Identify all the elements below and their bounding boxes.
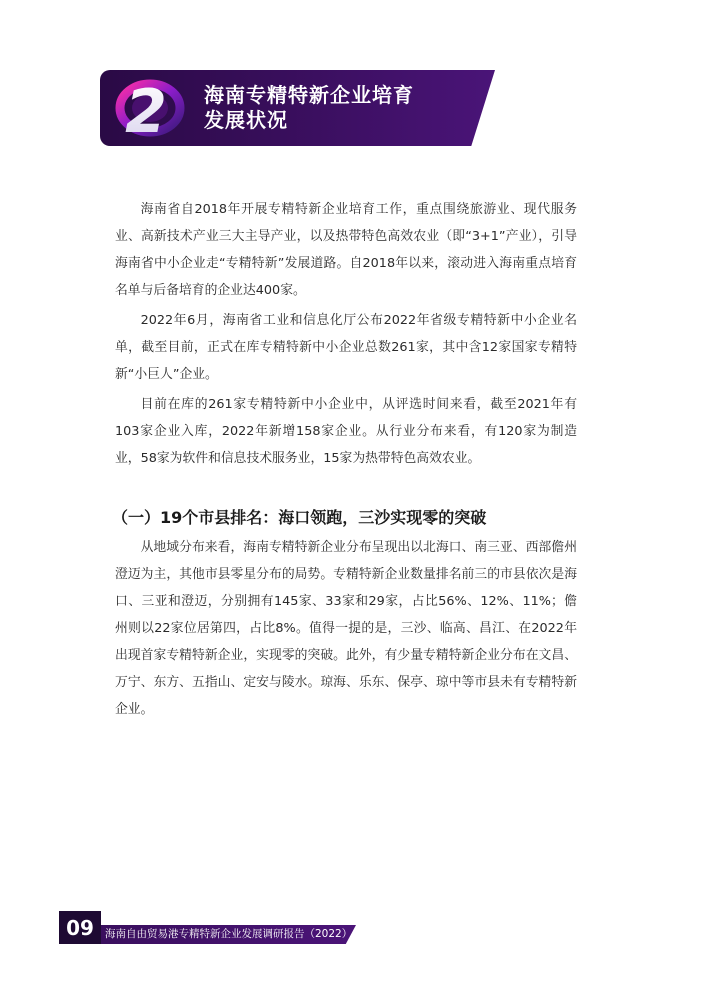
- page-number: 09: [59, 911, 101, 944]
- section-paragraph: 从地域分布来看，海南专精特新企业分布呈现出以北海口、南三亚、西部儋州澄迈为主，其他市县零星分布的局势。专精特新企业数量排名前三的市县依次是海口、三亚和澄迈，分别拥有145家、33家和29家，占比56%、12%、11%；儋州则以22家位居第四，占比8%。值得一提的是，三沙、临高、昌江、在2022年出现首家专精特新企业，实现零的突破。此外，有少量专精特新企业分布在文昌、万宁、东方、五指山、定安与陵水。琼海、乐东、保亭、琼中等市县未有专精特新企业。: [115, 540, 577, 717]
- chapter-number: 2: [125, 77, 167, 142]
- chapter-title-line1: 海南专精特新企业培育: [204, 83, 414, 107]
- body-paragraph: 2022年6月，海南省工业和信息化厅公布2022年省级专精特新中小企业名单，截至目前，正式在库专精特新中小企业总数261家，其中含12家国家专精特新“小巨人”企业。: [115, 313, 577, 382]
- chapter-title-line2: 发展状况: [204, 108, 288, 132]
- body-paragraph: 海南省自2018年开展专精特新企业培育工作，重点围绕旅游业、现代服务业、高新技术产业三大主导产业，以及热带特色高效农业（即“3+1”产业），引导海南省中小企业走“专精特新”发展道路。自2018年以来，滚动进入海南重点培育名单与后备培育的企业达400家。: [115, 202, 577, 298]
- section-heading: （一）19个市县排名：海口领跑，三沙实现零的突破: [112, 508, 487, 527]
- chapter-number-badge: [108, 74, 188, 142]
- footer-report-title: 海南自由贸易港专精特新企业发展调研报告（2022）: [105, 928, 353, 940]
- body-paragraph: 目前在库的261家专精特新中小企业中，从评选时间来看，截至2021年有103家企业入库，2022年新增158家企业。从行业分布来看，有120家为制造业，58家为软件和信息技术服务业，15家为热带特色高效农业。: [115, 397, 577, 466]
- chapter-title: [204, 83, 414, 133]
- body-content: [112, 196, 577, 723]
